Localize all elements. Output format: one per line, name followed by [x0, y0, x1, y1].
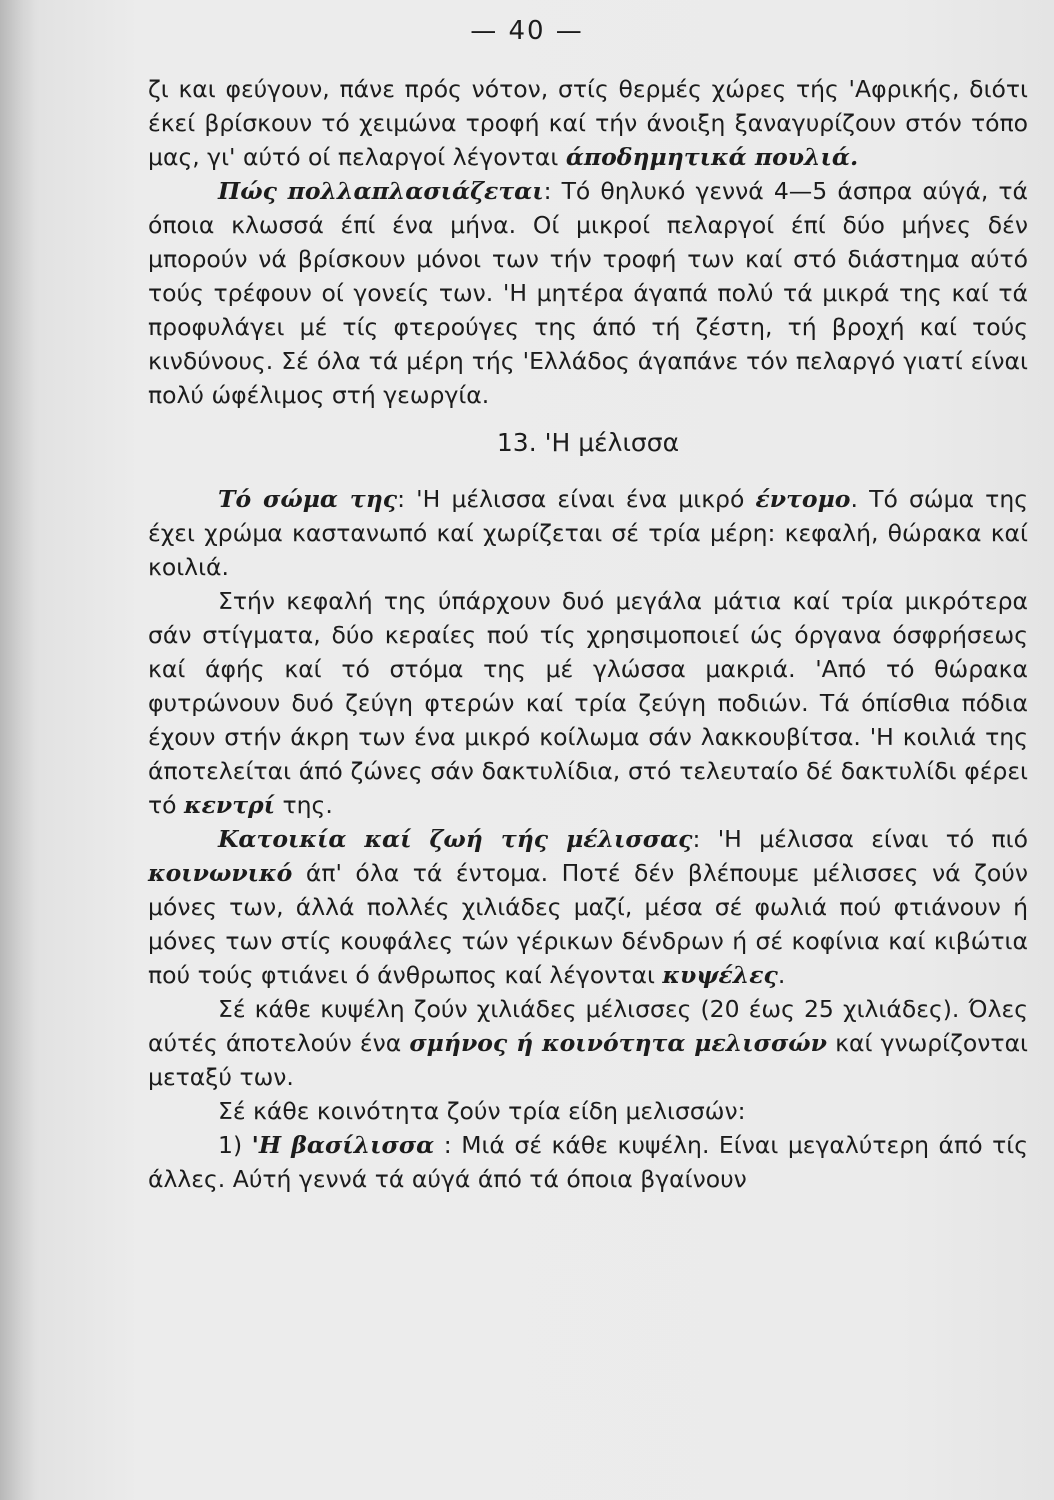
text: Σέ κάθε κυψέλη ζούν χιλιάδες μέλισσες (20 έως 25 χιλιάδες). Όλες αύτές άποτελούν ένα	[148, 995, 1028, 1057]
list-number: 1)	[218, 1131, 252, 1159]
paragraph-storks-migration	[148, 72, 1028, 174]
section-title: 13. 'Η μέλισσα	[496, 428, 680, 457]
text: : 'Η μέλισσα είναι ένα μικρό	[397, 485, 756, 513]
text: : 'Η μέλισσα είναι τό πιό	[692, 825, 1028, 853]
paragraph-heading: Κατοικία καί ζωή τής μέλισσας	[218, 825, 693, 853]
text: : Μιά σέ κάθε κυψέλη. Είναι μεγαλύτερη άπό τίς άλλες. Αύτή γεννά τά αύγά άπό τά όποια βγαίνουν	[148, 1131, 1028, 1193]
paragraph-bee-hive	[148, 992, 1028, 1094]
paragraph-heading: Τό σώμα της	[218, 485, 398, 513]
text: . Τό σώμα της έχει χρώμα καστανωπό καί χωρίζεται σέ τρία μέρη: κεφαλή, θώρακα καί κοιλιά.	[148, 485, 1029, 581]
page-body	[148, 72, 1028, 1196]
italic-term: άποδημητικά πουλιά.	[565, 143, 859, 171]
text: άπ' όλα τά έντομα. Ποτέ δέν βλέπουμε μέλισσες νά ζούν μόνες των, άλλά πολλές χιλιάδες μαζί, μέσα σέ φωλιά πού φτιάνουν ή μόνες των στίς κουφάλες τών γέρικων δένδρων ή σέ κοφίνια καί κιβώτια πού τούς φτιάνει ό άνθρωπος καί λέγονται	[148, 859, 1028, 989]
paragraph-bee-habitat	[148, 822, 1028, 992]
paragraph-bee-kinds: Σέ κάθε κοινότητα ζούν τρία είδη μελισσών:	[218, 1097, 746, 1125]
italic-term: κεντρί	[184, 791, 276, 819]
paragraph-bee-body	[148, 482, 1028, 584]
text: της.	[275, 791, 333, 819]
page-number: — 40 —	[470, 16, 584, 46]
text: Στήν κεφαλή της ύπάρχουν δυό μεγάλα μάτια καί τρία μικρότερα σάν στίγματα, δύο κεραίες πού τίς χρησιμοποιεί ώς όργανα όσφρήσεως καί άφής καί τό στόμα της μέ γλώσσα μακριά. 'Από τό θώρακα φυτρώνουν δυό ζεύγη φτερών καί τρία ζεύγη ποδιών. Τά όπίσθια πόδια έχουν στήν άκρη των ένα μικρό κοίλωμα σάν λακκουβίτσα. 'Η κοιλιά της άποτελείται άπό ζώνες σάν δακτυλίδια, στό τελευταίο δέ δακτυλίδι φέρει τό	[148, 587, 1028, 819]
paragraph-heading: 'Η βασίλισσα	[251, 1131, 435, 1159]
text: : Τό θηλυκό γεννά 4—5 άσπρα αύγά, τά όποια κλωσσά έπί ένα μήνα. Οί μικροί πελαργοί έπί δύο μήνες δέν μπορούν νά βρίσκουν μόνοι των τήν τροφή των καί στό διάστημα αύτό τούς τρέφουν οί γονείς των. 'Η μητέρα άγαπά πολύ τά μικρά της καί τά προφυλάγει μέ τίς φτερούγες της άπό τή ζέστη, τή βροχή καί τούς κινδύνους. Σέ όλα τά μέρη τής 'Ελλάδος άγαπάνε τόν πελαργό γιατί είναι πολύ ώφέλιμος στή γεωργία.	[148, 177, 1028, 409]
paragraph-storks-reproduction	[148, 174, 1028, 412]
section-title-wrap	[148, 412, 1028, 482]
text: .	[777, 961, 786, 989]
text: καί γνωρίζονται μεταξύ των.	[148, 1029, 1029, 1091]
page-binding-shadow	[0, 0, 34, 1500]
italic-term: κοινωνικό	[148, 859, 293, 887]
paragraph-bee-head	[148, 584, 1028, 822]
italic-term: σμήνος ή κοινότητα μελισσών	[409, 1029, 827, 1057]
paragraph-queen-bee	[148, 1128, 1028, 1196]
italic-term: έντομο	[755, 485, 851, 513]
italic-term: κυψέλες	[662, 961, 778, 989]
text: ζι και φεύγουν, πάνε πρός νότον, στίς θερμές χώρες τής 'Αφρικής, διότι έκεί βρίσκουν τό χειμώνα τροφή καί τήν άνοιξη ξαναγυρίζουν στόν τόπο μας, γι' αύτό οί πελαργοί λέγονται	[148, 75, 1028, 171]
paragraph-heading: Πώς πολλαπλασιάζεται	[218, 177, 544, 205]
